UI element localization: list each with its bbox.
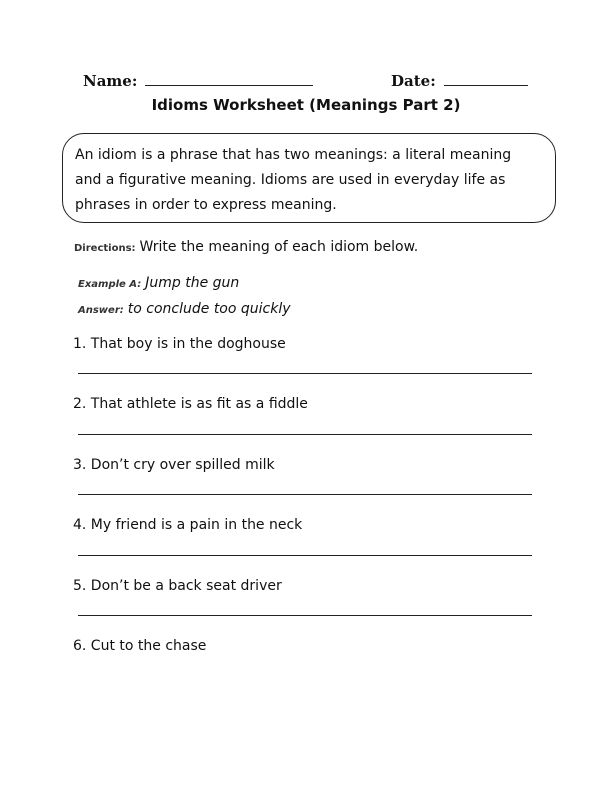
intro-line: An idiom is a phrase that has two meanings: a literal meaning [75, 147, 512, 163]
example [78, 275, 239, 291]
intro-box [62, 133, 556, 223]
example-label: Example A: [78, 279, 142, 290]
date-blank-line[interactable] [444, 70, 528, 86]
example-idiom: Jump the gun [145, 275, 240, 291]
answer-label: Answer: [78, 305, 124, 316]
header-row [0, 70, 612, 92]
worksheet-title: Idioms Worksheet (Meanings Part 2) [151, 96, 461, 114]
name-blank-line[interactable] [145, 70, 313, 86]
intro-line: phrases in order to express meaning. [75, 197, 337, 213]
answer-line-3[interactable] [78, 494, 532, 495]
date-field [391, 70, 528, 90]
directions [74, 239, 418, 255]
answer-line-4[interactable] [78, 555, 532, 556]
example-answer [78, 301, 291, 317]
idiom-item-4: 4. My friend is a pain in the neck [73, 517, 303, 533]
idiom-item-6: 6. Cut to the chase [73, 638, 207, 654]
answer-line-2[interactable] [78, 434, 532, 435]
idiom-item-1: 1. That boy is in the doghouse [73, 336, 286, 352]
idiom-item-5: 5. Don’t be a back seat driver [73, 578, 282, 594]
idiom-item-3: 3. Don’t cry over spilled milk [73, 457, 275, 473]
answer-line-5[interactable] [78, 615, 532, 616]
name-label: Name: [83, 72, 138, 90]
answer-text: to conclude too quickly [127, 301, 291, 317]
directions-text: Write the meaning of each idiom below. [139, 239, 419, 255]
intro-line: and a figurative meaning. Idioms are used in everyday life as [75, 172, 506, 188]
name-field [83, 70, 313, 90]
date-label: Date: [391, 72, 436, 90]
answer-line-1[interactable] [78, 373, 532, 374]
directions-label: Directions: [74, 243, 136, 254]
idiom-item-2: 2. That athlete is as fit as a fiddle [73, 396, 308, 412]
